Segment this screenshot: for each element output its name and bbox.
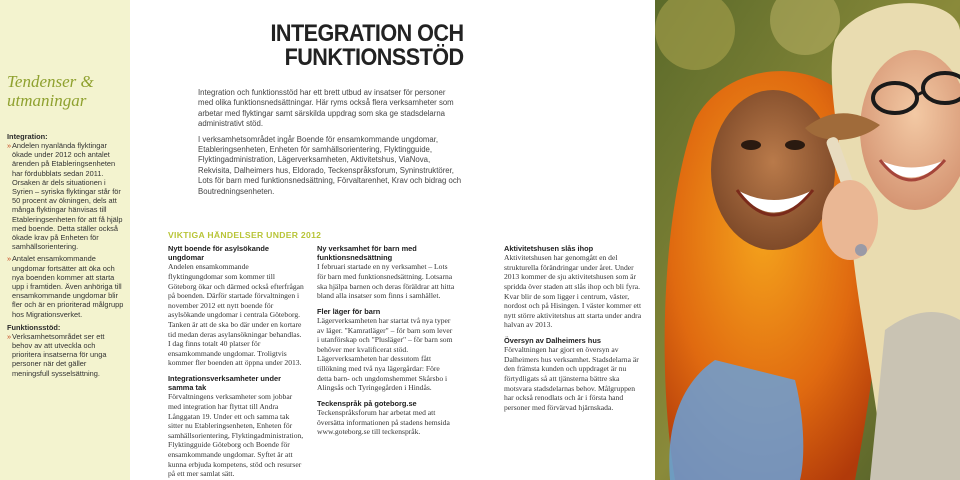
event-text: Andelen ensamkommande flyktingungdomar som kommer till Göteborg ökar och därmed också efterfrågan på boenden. Därför startade förvaltningen i november 2012 ett nytt boende för asylsökande ungdomar i centrala Göteborg. Tanken är att de ska bo där under en kortare tid medan deras asylansökningar behandlas. I dag finns totalt 40 platser för ensamkommande ungdomar. Troligtvis kommer fler boenden att öppna under 2013. [168, 262, 304, 368]
intro-paragraph: I verksamhetsområdet ingår Boende för ensamkommande ungdomar, Etableringsenheten, Enheten för samhällsorientering, Flyktingguide, Flyktingadministration, Lägerverksamheten, Aktivitetshus, ViaNova, Rekvisita, Dalheimers hus, Eldorado, Teckenspråksforum, Syninstruktörer, Lots för barn med funktionsnedsättning, Förvaltarenhet, Krav och bidrag och Boutredningsenheten. [198, 134, 462, 196]
event-text: Teckenspråksforum har arbetat med att översätta informationen på stadens hemsida www.goteborg.se till teckenspråk. [317, 407, 450, 437]
intro-paragraph: Integration och funktionsstöd har ett brett utbud av insatser för personer med olika funktionsnedsättningar. Här ryms också flera verksamheter som arbetar med flyktingar samt särskilda uppdrag som ska ge stadsdelarna administrativt stöd. [198, 88, 454, 129]
hand [822, 180, 878, 260]
photo-two-women-with-mushroom [655, 0, 960, 480]
intro-text [198, 88, 462, 202]
event-heading: Aktivitetshusen slås ihop [504, 244, 594, 253]
integration-list [7, 141, 124, 319]
photo-illustration [655, 0, 960, 480]
support-heading: Funktionsstöd: [7, 322, 61, 332]
list-item: » Verksamhetsområdet ser ett behov av att utveckla och prioritera insatserna för unga personer när det gäller meningsfull sysselsättning. [7, 332, 124, 378]
sidebar-title-line2: utmaningar [7, 91, 87, 110]
event-heading: Integrationsverksamheter under samma tak [168, 373, 281, 393]
integration-heading: Integration: [7, 132, 48, 141]
event-text: Aktivitetshusen har genomgått en del strukturella förändringar under året. Under 2013 kommer de sju aktivitetshusen som är spridda över staden att slås ihop och bli fyra. Kvar blir de som ligger i centrum, väster, nordost och på Hisingen. I väster kommer ett nytt större aktivitetshus att starta under andra halvan av 2013. [504, 253, 642, 330]
events-column-3 [504, 244, 644, 412]
page-title-line1: INTEGRATION OCH [270, 20, 464, 47]
event-text: I februari startade en ny verksamhet – Lots för barn med funktionsnedsättning. Lotsarna ska hjälpa barnen och deras föräldrar att hitta bland alla insatser som finns i samhället. [317, 262, 455, 301]
events-heading: VIKTIGA HÄNDELSER UNDER 2012 [168, 230, 322, 240]
sidebar-title-line1: Tendenser & [7, 72, 94, 91]
events-column-2 [317, 244, 455, 437]
events-column-1 [168, 244, 304, 479]
event-text: Lägerverksamheten har startat två nya typer av läger. "Kamratläger" – för barn som lever i utanförskap och "Plusläger" – för barn som behöver mer kvalificerat stöd. Lägerverksamheten har dessutom fått tillökning med två nya lägergårdar: Före detta barn- och ungdomshemmet Skårsbo i Alingsås och Tyringegården i Hindås. [317, 315, 453, 393]
sidebar-panel [0, 0, 130, 480]
event-heading: Teckenspråk på goteborg.se [317, 398, 417, 408]
woman-face-left [711, 90, 835, 250]
list-item: » Andelen nyanlända flyktingar ökade under 2012 och antalet ärenden på Etableringsenheten har fördubblats sedan 2011. Orsaken är dels situationen i Syrien – syriska flyktingar står för 50 procent av ökningen, dels att många flyktingar hänvisas till Etableringsenheten för att få hjälp med boende. Detta ställer också ökade krav på Enheten för samhällsorientering. [7, 141, 124, 251]
event-text: Förvaltningen har gjort en översyn av Dalheimers hus verksamhet. Stadsdelarna är den främsta kunden och uppdraget är nu förtydligats så att tjänsterna bättre ska motsvara stadsdelarnas behov. Målgruppen har också renodlats och är i första hand personer med förvärvad hjärnskada. [504, 345, 639, 412]
event-heading: Översyn av Dalheimers hus [504, 335, 601, 345]
support-list [7, 332, 124, 378]
page-title [271, 22, 464, 70]
event-heading: Fler läger för barn [317, 306, 381, 316]
event-heading: Nytt boende för asylsökande ungdomar [168, 244, 270, 263]
list-item: » Antalet ensamkommande ungdomar fortsätter att öka och nya boenden kommer att starta upp i framtiden. Även anhöriga till ensamkommande ungdomar blir fler och är en prioriterad målgrupp hos Migrationsverket. [7, 254, 124, 318]
event-heading: Ny verksamhet för barn med funktionsnedsättning [317, 244, 417, 263]
page-title-line2: FUNKTIONSSTÖD [285, 44, 464, 71]
sidebar-title [7, 72, 124, 110]
event-text: Förvaltningens verksamheter som jobbar med integration har flyttat till Andra Långgatan 19. Under ett och samma tak sitter nu Etableringsenheten, Enheten för samhällsorientering, Flyktingadministration, Flyktingguide Göteborg och Boende för ensamkommande ungdomar. Syftet är att kunna erbjuda kompetens, stöd och resurser på ett mer samlat sätt. [168, 392, 304, 479]
